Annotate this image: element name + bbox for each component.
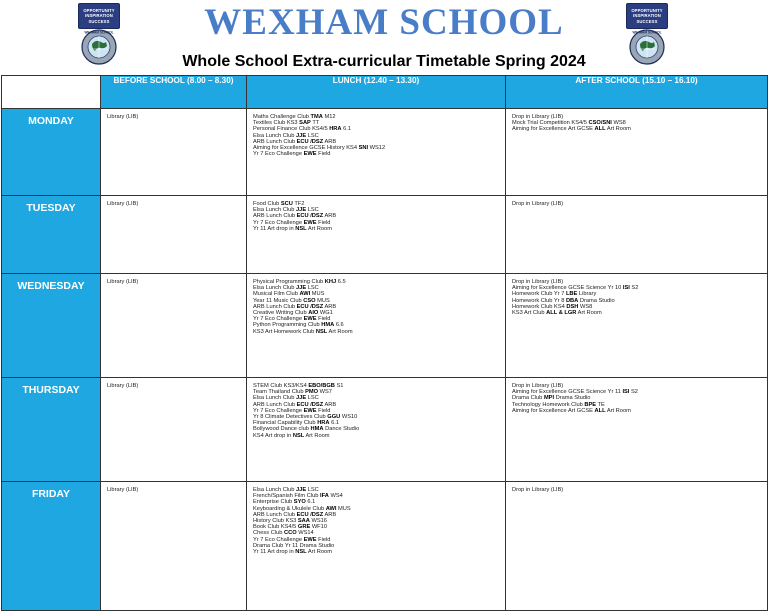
activity-line: Yr 11 Art drop in NSL Art Room — [253, 225, 332, 232]
activity-line: STEM Club KS3/KS4 EBO/BGB S1 — [253, 383, 344, 389]
column-header-lunch: LUNCH (12.40 – 13.30) — [247, 76, 506, 109]
activity-line: Homework Club Yr 7 LBE Library — [512, 291, 597, 298]
activity-line: Aiming for Excellence GCSE Science Yr 10 ISI S2 — [512, 285, 639, 292]
activity-line: Elsa Lunch Club JJE LSC — [253, 207, 319, 214]
activity-line: Maths Challenge Club TMA M12 — [253, 114, 336, 120]
after-school-cell — [506, 378, 768, 482]
activity-line: Drama Club MPI Drama Studio — [512, 395, 591, 402]
activity-line: Book Club KS4/5 GRE WF10 — [253, 524, 327, 531]
activity-line: Personal Finance Club KS4/5 HRA 6.1 — [253, 126, 352, 133]
activity-line: Chess Club CCO WS14 — [253, 530, 314, 537]
activity-line: Aiming for Excellence GCSE Science Yr 11 ISI S2 — [512, 389, 638, 396]
lunch-cell — [247, 109, 506, 196]
activity-line: Elsa Lunch Club JJE LSC — [253, 487, 319, 493]
activity-line: French/Spanish Film Club IFA WS4 — [253, 493, 343, 500]
activity-line: Yr 7 Eco Challenge EWE Field — [253, 219, 331, 226]
activity-line: Elsa Lunch Club JJE LSC — [253, 395, 319, 402]
activity-line: Technology Homework Club BPE TE — [512, 401, 605, 408]
activity-line: Musical Film Club AWI MUS — [253, 291, 325, 298]
day-row-monday — [2, 109, 768, 196]
globe-crest-icon — [629, 27, 665, 67]
activity-line: Python Programming Club HMA 6.6 — [253, 322, 344, 329]
activity-line: Textiles Club KS3 SAP TT — [253, 120, 320, 127]
activity-line: Food Club SCU TF2 — [253, 201, 305, 207]
activity-line: Library (LIB) — [107, 279, 139, 285]
lunch-cell — [247, 378, 506, 482]
page-header — [0, 0, 768, 76]
before-school-cell — [101, 109, 247, 196]
activity-line: Keyboarding & Ukulele Club AWI MUS — [253, 505, 351, 512]
activity-line: Mock Trial Competition KS4/5 CSO/SNI WS8 — [512, 120, 626, 127]
logo-banner: OPPORTUNITY INSPIRATION SUCCESS — [78, 3, 120, 29]
after-school-cell — [506, 109, 768, 196]
column-header-before-school: BEFORE SCHOOL (8.00 – 8.30) — [101, 76, 247, 109]
activity-line: Aiming for Excellence GCSE History KS4 SNI WS12 — [253, 145, 386, 152]
day-row-tuesday — [2, 196, 768, 274]
activity-line: Yr 8 Climate Detectives Club GGU WS10 — [253, 414, 358, 421]
column-header-after-school: AFTER SCHOOL (15.10 – 16.10) — [506, 76, 768, 109]
activity-line: Homework Club KS4 DSH WS8 — [512, 303, 593, 310]
lunch-cell — [247, 274, 506, 378]
activity-line: Drop in Library (LIB) — [512, 114, 564, 120]
before-school-cell — [101, 378, 247, 482]
logo-banner: OPPORTUNITY INSPIRATION SUCCESS — [626, 3, 668, 29]
activity-line: ARB Lunch Club ECU /DSZ ARB — [253, 138, 337, 145]
after-school-cell — [506, 482, 768, 611]
activity-line: Library (LIB) — [107, 201, 139, 207]
lunch-cell — [247, 196, 506, 274]
activity-line: Aiming for Excellence Art GCSE ALL Art Room — [512, 126, 631, 133]
activity-line: Creative Writing Club AIO WG1 — [253, 310, 333, 317]
svg-text:WEXHAM SCHOOL: WEXHAM SCHOOL — [84, 30, 114, 35]
timetable-header-row — [2, 76, 768, 109]
activity-line: Elsa Lunch Club JJE LSC — [253, 132, 319, 139]
activity-line: Drop in Library (LIB) — [512, 201, 564, 207]
corner-cell — [2, 76, 101, 109]
svg-text:WEXHAM SCHOOL: WEXHAM SCHOOL — [632, 30, 662, 35]
day-label: MONDAY — [2, 109, 101, 196]
lunch-cell — [247, 482, 506, 611]
activity-line: Drop in Library (LIB) — [512, 487, 564, 493]
before-school-cell — [101, 274, 247, 378]
day-row-friday — [2, 482, 768, 611]
activity-line: ARB Lunch Club ECU /DSZ ARB — [253, 511, 337, 518]
page-title: Whole School Extra-curricular Timetable Spring 2024 — [182, 53, 586, 70]
activity-line: Team Thailand Club PMO WS7 — [253, 389, 332, 396]
before-school-cell — [101, 482, 247, 611]
activity-line: ARB Lunch Club ECU /DSZ ARB — [253, 401, 337, 408]
day-row-wednesday — [2, 274, 768, 378]
activity-line: KS4 Art drop in NSL Art Room — [253, 432, 330, 439]
timetable — [1, 75, 768, 611]
activity-line: Elsa Lunch Club JJE LSC — [253, 285, 319, 292]
school-logo-right — [626, 3, 668, 69]
before-school-cell — [101, 196, 247, 274]
activity-line: Yr 11 Art drop in NSL Art Room — [253, 549, 332, 556]
activity-line: ARB Lunch Club ECU /DSZ ARB — [253, 213, 337, 220]
activity-line: Drama Club Yr 11 Drama Studio — [253, 542, 335, 549]
activity-line: Homework Club Yr 8 DBA Drama Studio — [512, 297, 615, 304]
activity-line: Yr 7 Eco Challenge EWE Field — [253, 151, 331, 158]
activity-line: KS3 Art Club ALL & LGR Art Room — [512, 310, 602, 317]
activity-line: Enterprise Club SYO 6.1 — [253, 499, 316, 506]
activity-line: Library (LIB) — [107, 383, 139, 389]
activity-line: Bollywood Dance club HMA Dance Studio — [253, 426, 360, 433]
activity-line: History Club KS3 SAA WS16 — [253, 518, 327, 525]
day-label: THURSDAY — [2, 378, 101, 482]
activity-line: Year 11 Music Club CSO MUS — [253, 297, 330, 304]
school-name: WEXHAM SCHOOL — [204, 2, 564, 43]
after-school-cell — [506, 196, 768, 274]
after-school-cell — [506, 274, 768, 378]
day-row-thursday — [2, 378, 768, 482]
activity-line: Yr 7 Eco Challenge EWE Field — [253, 316, 331, 323]
activity-line: Financial Capability Club HRA 6.1 — [253, 420, 340, 427]
day-label: FRIDAY — [2, 482, 101, 611]
day-label: WEDNESDAY — [2, 274, 101, 378]
activity-line: Yr 7 Eco Challenge EWE Field — [253, 536, 331, 543]
activity-line: Aiming for Excellence Art GCSE ALL Art Room — [512, 407, 631, 414]
activity-line: Yr 7 Eco Challenge EWE Field — [253, 407, 331, 414]
activity-line: Library (LIB) — [107, 487, 139, 493]
activity-line: ARB Lunch Club ECU /DSZ ARB — [253, 303, 337, 310]
activity-line: Physical Programming Club KHJ 6.5 — [253, 279, 346, 285]
activity-line: Drop in Library (LIB) — [512, 279, 564, 285]
activity-line: Drop in Library (LIB) — [512, 383, 564, 389]
activity-line: Library (LIB) — [107, 114, 139, 120]
activity-line: KS3 Art Homework Club NSL Art Room — [253, 328, 353, 335]
day-label: TUESDAY — [2, 196, 101, 274]
